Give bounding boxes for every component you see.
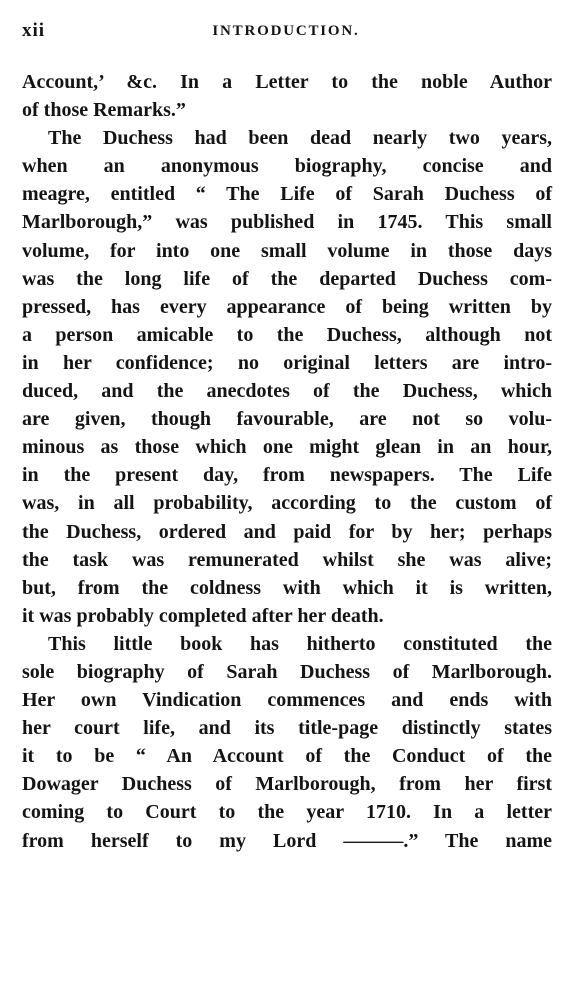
text-line: Marlborough,” was published in 1745. This small <box>22 211 552 234</box>
text-line: Account,’ &c. In a Letter to the noble Author <box>22 71 552 93</box>
running-title: INTRODUCTION. <box>212 23 360 39</box>
text-line: minous as those which one might glean in an hour, <box>22 436 552 459</box>
text-line: meagre, entitled “ The Life of Sarah Duchess of <box>22 183 552 206</box>
page-header <box>22 20 550 44</box>
text-line: coming to Court to the year 1710. In a letter <box>22 801 552 824</box>
text-line: Her own Vindication commences and ends with <box>22 689 552 712</box>
text-line: of those Remarks.” <box>22 99 186 122</box>
text-line: duced, and the anecdotes of the Duchess, which <box>22 380 552 403</box>
body-text <box>22 68 552 855</box>
text-line: from herself to my Lord ———.” The name <box>22 829 552 852</box>
text-line: the Duchess, ordered and paid for by her; perhaps <box>22 520 552 543</box>
text-line: in the present day, from newspapers. The Life <box>22 464 552 487</box>
text-line: volume, for into one small volume in those days <box>22 239 552 262</box>
text-line: a person amicable to the Duchess, although not <box>22 323 552 346</box>
page-number: xii <box>22 20 46 41</box>
text-line: when an anonymous biography, concise and <box>22 155 552 178</box>
text-line: her court life, and its title-page distinctly states <box>22 717 552 740</box>
text-line: pressed, has every appearance of being written by <box>22 295 552 318</box>
text-line: are given, though favourable, are not so volu- <box>22 408 552 431</box>
text-line: in her confidence; no original letters are intro- <box>22 351 552 374</box>
text-line: it to be “ An Account of the Conduct of the <box>22 745 552 768</box>
text-line: the task was remunerated whilst she was alive; <box>22 548 552 571</box>
text-line: was, in all probability, according to the custom of <box>22 492 552 515</box>
text-line: but, from the coldness with which it is written, <box>22 576 552 599</box>
paragraph-start-line: The Duchess had been dead nearly two years, <box>48 127 552 150</box>
text-line: sole biography of Sarah Duchess of Marlborough. <box>22 660 552 683</box>
text-line: it was probably completed after her death. <box>22 604 384 627</box>
text-line: was the long life of the departed Duchess com- <box>22 267 552 290</box>
text-line: Dowager Duchess of Marlborough, from her first <box>22 773 552 796</box>
paragraph-start-line: This little book has hitherto constituted the <box>48 632 552 655</box>
